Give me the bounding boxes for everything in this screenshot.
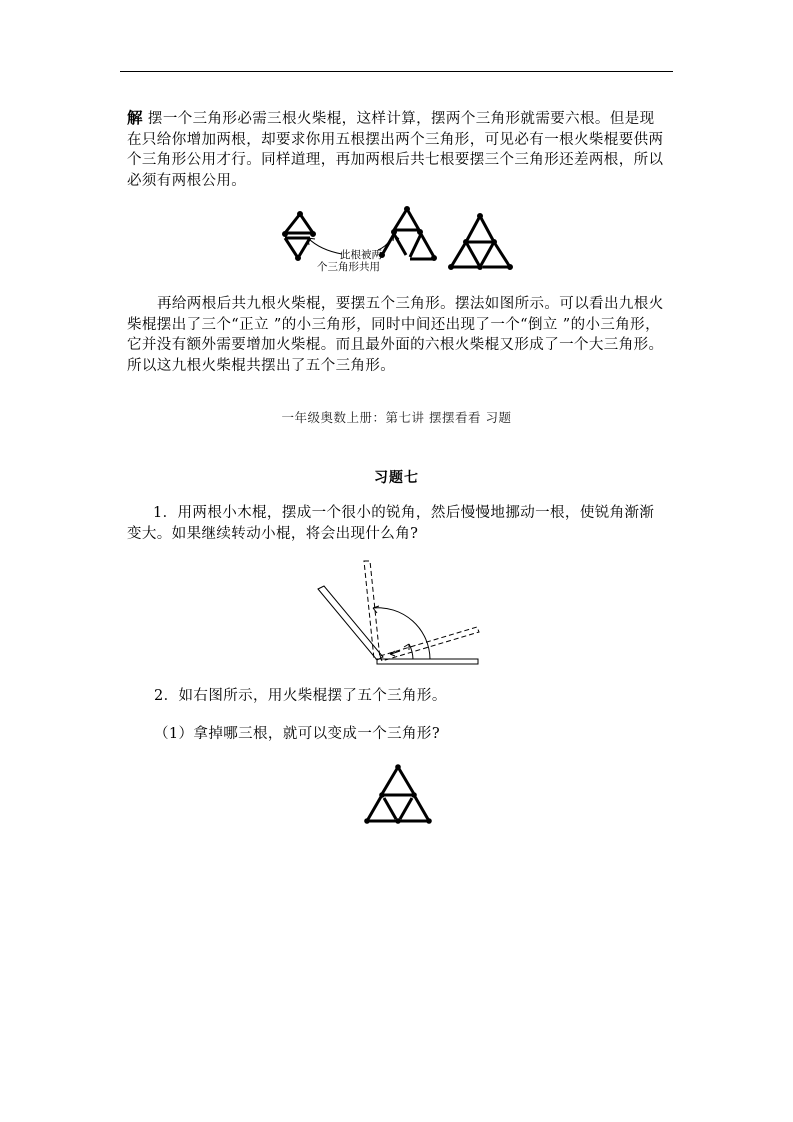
annotation-line-2: 个三角形共用	[317, 261, 380, 273]
angle-rotation-figure	[305, 555, 485, 670]
explanation-paragraph: 再给两根后共九根火柴棍，要摆五个三角形。摆法如图所示。可以看出九根火柴棍摆出了三个“正立 ”的小三角形，同时中间还出现了一个“倒立 ”的小三角形，它并没有额外需要增加火柴棍。而且最外面的六根火柴棍又形成了一个大三角形。所以这九根火柴棍共摆出了五个三角形。	[127, 296, 664, 374]
question-2-part-1: （1）拿掉哪三根，就可以变成一个三角形?	[154, 726, 440, 742]
section-caption: 一年级奥数上册：第七讲 摆摆看看 习题	[281, 410, 512, 425]
matchstick-figure-1	[270, 200, 530, 280]
two-triangles-left	[283, 212, 316, 261]
rotation-arcs	[373, 606, 430, 659]
base-stick	[377, 659, 478, 664]
header-rule	[120, 71, 673, 72]
question-2: 2．如右图所示，用火柴棍摆了五个三角形。	[154, 688, 447, 704]
exercise-title: 习题七	[374, 470, 419, 486]
five-triangles-right	[449, 214, 513, 270]
question-1: 1．用两根小木棍，摆成一个很小的锐角，然后慢慢地挪动一根，使锐角渐渐变大。如果继续转动小棍，将会出现什么角?	[127, 505, 655, 542]
five-triangles-figure	[362, 762, 434, 826]
three-triangles-middle	[380, 207, 437, 261]
solution-label: 解	[127, 108, 143, 127]
solution-text: 摆一个三角形必需三根火柴棍，这样计算，摆两个三角形就需要六根。但是现在只给你增加两根，却要求你用五根摆出两个三角形，可见必有一根火柴棍要供两个三角形公用才行。同样道理，再加两根后共七根要摆三个三角形还差两根，所以必须有两根公用。	[127, 111, 664, 189]
solution-paragraph	[127, 108, 667, 191]
annotation-line-1: 此根被两	[340, 249, 382, 261]
